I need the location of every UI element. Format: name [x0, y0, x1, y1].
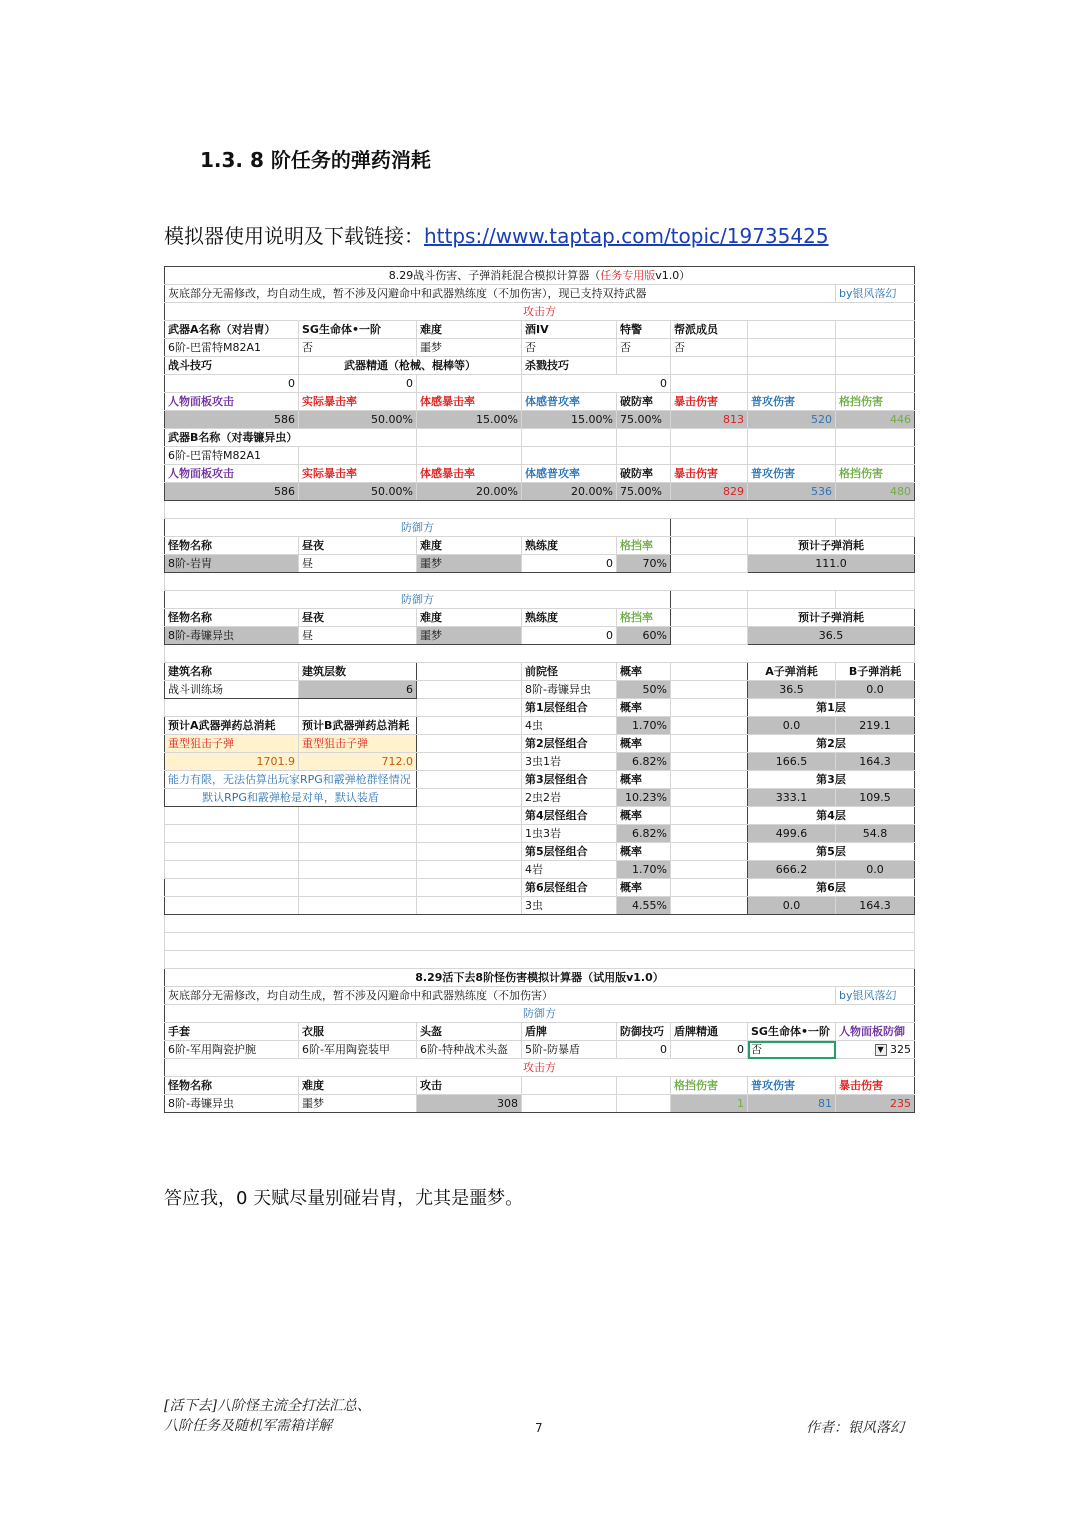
- stat-b-value-row: 586 50.00% 20.00% 20.00% 75.00% 829 536 480: [165, 483, 915, 501]
- defender-label-2: 防御方: [165, 591, 671, 609]
- sheet2-note: 灰底部分无需修改，均自动生成，暂不涉及闪避命中和武器熟练度（不加伤害）: [165, 987, 836, 1005]
- sheet1-author: by银风落幻: [836, 285, 915, 303]
- sheet2-defender-label: 防御方: [165, 1005, 915, 1023]
- monster1-header-row: 怪物名称 昼夜 难度 熟练度 格挡率 预计子弹消耗: [165, 537, 915, 555]
- weapon-a-header-row: 武器A名称（对岩胄） SG生命体•一阶 难度 酒IV 特警 帮派成员: [165, 321, 915, 339]
- sheet2-author: by银风落幻: [836, 987, 915, 1005]
- footer-author: 作者：银风落幻: [806, 1420, 904, 1436]
- download-link[interactable]: https://www.taptap.com/topic/19735425: [424, 224, 829, 248]
- building-value-row: 战斗训练场 6 8阶-毒镰异虫 50% 36.5 0.0: [165, 681, 915, 699]
- spreadsheet-screenshot: 8.29战斗伤害、子弹消耗混合模拟计算器（任务专用版v1.0） 灰底部分无需修改，均自动生成，暂不涉及闪避命中和武器熟练度（不加伤害），现已支持双持武器 by银风落幻 攻击方 武器A名称（对岩胄） SG生命体•一阶 难度 酒IV 特警 帮派成员 6阶-巴雷特M82A1 否 噩梦 否 否 否 战斗技巧 武器精通（枪械、棍棒等） 杀戮技巧 0 0 0 人物面板攻击 实际暴击率 体感暴击率 体感普攻率 破防率 暴击伤害 普攻伤害 格挡伤害 586 50.00% 15.00% 15.00% 75.00% 813 520 446 武器B名称（对毒镰异虫） 6阶-巴雷特M82A1 人物面板攻击 实际暴击率 体感暴击率 体感普攻率 破防率 暴击伤害 普攻伤害 格挡伤害 586 50.00% 20.00% 20.00% 75.00% 829 536 480 防御方 怪物名称 昼夜 难度 熟练度 格挡率 预计子弹消耗 8阶-岩胄 昼 噩梦 0 70% 111.0 防御方 怪物名称 昼夜 难度 熟练度 格挡率 预计子弹消耗 8阶-毒镰异虫 昼 噩梦 0 60% 36.5 建筑名称 建筑层数 前院怪 概率 A子弹消耗 B子弹消耗 战斗训练场 6 8阶-毒镰异虫 50% 36.5 0.0 第1层怪组合 概率 第1层 预计A武器弹药总消耗 预计B武器弹药总消耗 4虫 1.70% 0.0 219.1 重型狙击子弹 重型狙击子弹 第2层怪组合 概率 第2层 1701.9 712.0 3虫1岩 6.82% 166.5 164.3 能力有限，无法估算出玩家RPG和霰弹枪群怪情况 第3层怪组合 概率 第3层 默认RPG和霰弹枪是对单，默认装盾 2虫2岩 10.23% 333.1 109.5 第4层怪组合 概率 第4层 1虫3岩 6.82% 499.6 54.8 第5层怪组合 概率 第5层 4岩 1.70% 666.2 0.0 第6层怪组合 概率 第6层 3虫 4.55% 0.0 164.3 8.29活下去8阶怪伤害模拟计算器（试用版v1.0） 灰底部分无需修改，均自动生成，暂不涉及闪避命中和武器熟练度（不加伤害） by银风落幻 防御方 手套 衣服 头盔 盾牌 防御技巧 盾牌精通 SG生命体•一阶 人物面板防御 6阶-军用陶瓷护腕 6阶-军用陶瓷装甲 6阶-特种战术头盔 5阶-防暴盾 0 0 否 ▼ 325 攻击方 怪物名称 难度 攻击 格挡伤害 普攻伤害 暴击伤害 8阶-毒镰异虫 噩梦 308 1 81 235: [164, 266, 915, 1113]
- building-header-row: 建筑名称 建筑层数 前院怪 概率 A子弹消耗 B子弹消耗: [165, 663, 915, 681]
- footer-title: [活下去]八阶怪主流全打法汇总、 八阶任务及随机军需箱详解: [164, 1398, 371, 1434]
- limit-note-1: 能力有限，无法估算出玩家RPG和霰弹枪群怪情况: [165, 771, 417, 789]
- ammo-a: 重型狙击子弹: [165, 735, 299, 753]
- intro-line: [164, 220, 829, 249]
- monster1-value-row: 8阶-岩胄 昼 噩梦 0 70% 111.0: [165, 555, 915, 573]
- sheet1-note: 灰底部分无需修改，均自动生成，暂不涉及闪避命中和武器熟练度（不加伤害），现已支持双持武器: [165, 285, 836, 303]
- conclusion-text: 答应我，0 天赋尽量别碰岩胄，尤其是噩梦。: [164, 1188, 524, 1209]
- dropdown-arrow-icon[interactable]: ▼: [875, 1044, 887, 1056]
- monster2-value-row: 8阶-毒镰异虫 昼 噩梦 0 60% 36.5: [165, 627, 915, 645]
- skill-header-row: 战斗技巧 武器精通（枪械、棍棒等） 杀戮技巧: [165, 357, 915, 375]
- sheet2-title: 8.29活下去8阶怪伤害模拟计算器（试用版v1.0）: [165, 969, 915, 987]
- total-b-label: 预计B武器弹药总消耗: [299, 717, 417, 735]
- total-a-value: 1701.9: [165, 753, 299, 771]
- defender-label-1: 防御方: [165, 519, 671, 537]
- limit-note-2: 默认RPG和霰弹枪是对单，默认装盾: [165, 789, 417, 807]
- ammo-b: 重型狙击子弹: [299, 735, 417, 753]
- attacker-label: 攻击方: [165, 303, 915, 321]
- sheet2-monster-header-row: 怪物名称 难度 攻击 格挡伤害 普攻伤害 暴击伤害: [165, 1077, 915, 1095]
- sheet2-monster-value-row: 8阶-毒镰异虫 噩梦 308 1 81 235: [165, 1095, 915, 1113]
- weapon-a-value-row: 6阶-巴雷特M82A1 否 噩梦 否 否 否: [165, 339, 915, 357]
- sheet2-attacker-label: 攻击方: [165, 1059, 915, 1077]
- intro-text: 模拟器使用说明及下载链接：: [164, 224, 424, 248]
- stat-a-value-row: 586 50.00% 15.00% 15.00% 75.00% 813 520 446: [165, 411, 915, 429]
- weapon-b-header-row: 武器B名称（对毒镰异虫）: [165, 429, 915, 447]
- total-a-label: 预计A武器弹药总消耗: [165, 717, 299, 735]
- total-b-value: 712.0: [299, 753, 417, 771]
- weapon-b-value-row: 6阶-巴雷特M82A1: [165, 447, 915, 465]
- sheet1-title: 8.29战斗伤害、子弹消耗混合模拟计算器（任务专用版v1.0）: [165, 267, 915, 285]
- gear-value-row: 6阶-军用陶瓷护腕 6阶-军用陶瓷装甲 6阶-特种战术头盔 5阶-防暴盾 0 0 否 ▼ 325: [165, 1041, 915, 1059]
- stat-a-header-row: 人物面板攻击 实际暴击率 体感暴击率 体感普攻率 破防率 暴击伤害 普攻伤害 格挡伤害: [165, 393, 915, 411]
- page-number: 7: [535, 1421, 543, 1435]
- gear-header-row: 手套 衣服 头盔 盾牌 防御技巧 盾牌精通 SG生命体•一阶 人物面板防御: [165, 1023, 915, 1041]
- section-heading: 1.3. 8 阶任务的弹药消耗: [200, 148, 431, 172]
- skill-value-row: 0 0 0: [165, 375, 915, 393]
- stat-b-header-row: 人物面板攻击 实际暴击率 体感暴击率 体感普攻率 破防率 暴击伤害 普攻伤害 格挡伤害: [165, 465, 915, 483]
- sg-select-cell[interactable]: 否: [748, 1041, 836, 1059]
- monster2-header-row: 怪物名称 昼夜 难度 熟练度 格挡率 预计子弹消耗: [165, 609, 915, 627]
